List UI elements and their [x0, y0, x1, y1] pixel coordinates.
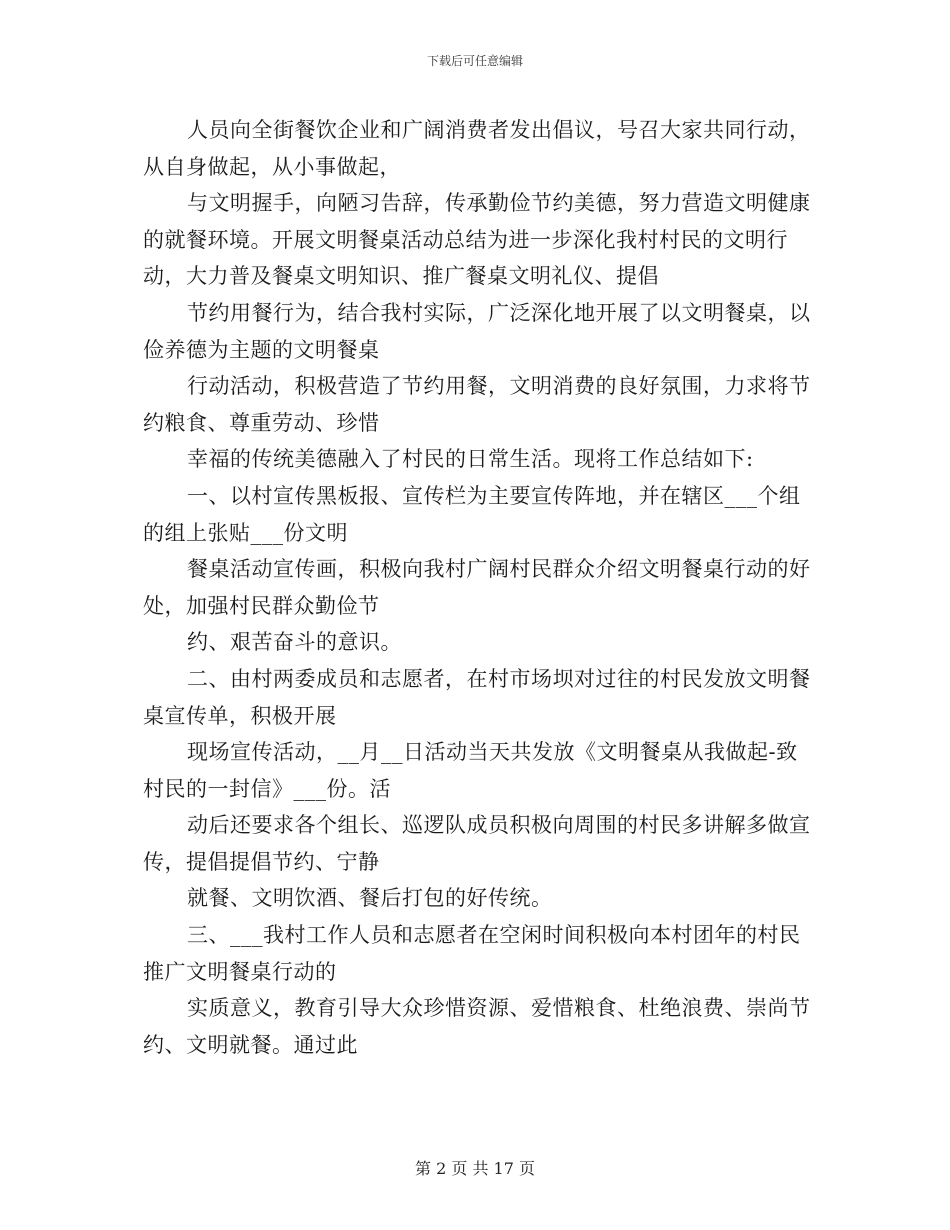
paragraph: 行动活动，积极营造了节约用餐，文明消费的良好氛围，力求将节约粮食、尊重劳动、珍惜	[143, 374, 811, 435]
paragraph: 一、以村宣传黑板报、宣传栏为主要宣传阵地，并在辖区___个组的组上张贴___份文明	[143, 483, 801, 545]
paragraph: 约、艰苦奋斗的意识。	[187, 630, 402, 655]
paragraph: 幸福的传统美德融入了村民的日常生活。现将工作总结如下:	[187, 447, 754, 472]
page-number: 第 2 页 共 17 页	[415, 1159, 535, 1178]
paragraph: 三、___我村工作人员和志愿者在空闲时间积极向本村团年的村民推广文明餐桌行动的	[143, 923, 801, 984]
page-header-note: 下载后可任意编辑	[426, 54, 523, 68]
paragraph: 与文明握手，向陋习告辞，传承勤俭节约美德，努力营造文明健康的就餐环境。开展文明餐桌活动总结为进一步深化我村村民的文明行动，大力普及餐桌文明知识、推广餐桌文明礼仪、提倡	[143, 191, 811, 289]
paragraph: 现场宣传活动，__月__日活动当天共发放《文明餐桌从我做起-致村民的一封信》___份。活	[143, 740, 798, 801]
paragraph: 二、由村两委成员和志愿者，在村市场坝对过往的村民发放文明餐桌宣传单，积极开展	[143, 666, 811, 728]
paragraph: 实质意义，教育引导大众珍惜资源、爱惜粮食、杜绝浪费、崇尚节约、文明就餐。通过此	[143, 996, 811, 1057]
paragraph: 就餐、文明饮酒、餐后打包的好传统。	[187, 886, 553, 911]
paragraph: 人员向全街餐饮企业和广阔消费者发出倡议，号召大家共同行动，从自身做起，从小事做起，	[143, 118, 811, 179]
document-body	[143, 112, 811, 1063]
paragraph: 节约用餐行为，结合我村实际，广泛深化地开展了以文明餐桌，以俭养德为主题的文明餐桌	[143, 300, 811, 362]
paragraph: 餐桌活动宣传画，积极向我村广阔村民群众介绍文明餐桌行动的好处，加强村民群众勤俭节	[143, 557, 811, 618]
paragraph: 动后还要求各个组长、巡逻队成员积极向周围的村民多讲解多做宣传，提倡提倡节约、宁静	[143, 813, 811, 874]
